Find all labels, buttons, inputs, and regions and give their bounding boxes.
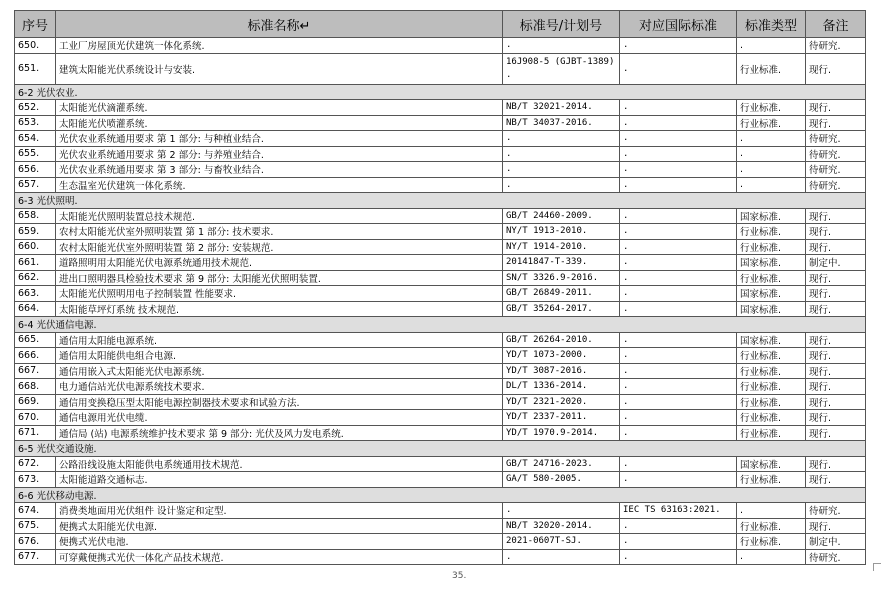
table-row bbox=[15, 301, 866, 317]
cell-type: 行业标准. bbox=[737, 363, 806, 379]
cell-intl: . bbox=[620, 100, 737, 116]
cell-remark: 现行. bbox=[806, 286, 866, 302]
table-row bbox=[15, 456, 866, 472]
cell-type: 国家标准. bbox=[737, 301, 806, 317]
cell-type: . bbox=[737, 38, 806, 54]
cell-no: 666. bbox=[15, 348, 56, 364]
cell-intl: . bbox=[620, 115, 737, 131]
cell-code: 2021-0607T-SJ. bbox=[503, 534, 620, 550]
cell-code: YD/T 1073-2000. bbox=[503, 348, 620, 364]
cell-type: 行业标准. bbox=[737, 425, 806, 441]
cell-intl: . bbox=[620, 534, 737, 550]
section-row bbox=[15, 487, 866, 503]
cell-name: 太阳能光伏滴灌系统. bbox=[56, 100, 503, 116]
cell-name: 消费类地面用光伏组件 设计鉴定和定型. bbox=[56, 503, 503, 519]
cell-name: 太阳能道路交通标志. bbox=[56, 472, 503, 488]
table-row bbox=[15, 410, 866, 426]
cell-name: 工业厂房屋顶光伏建筑一体化系统. bbox=[56, 38, 503, 54]
cell-remark: 待研究. bbox=[806, 162, 866, 178]
table-body bbox=[15, 38, 866, 565]
cell-name: 光伏农业系统通用要求 第 1 部分: 与种植业结合. bbox=[56, 131, 503, 147]
table-row bbox=[15, 286, 866, 302]
section-title: 6-5 光伏交通设施. bbox=[15, 441, 866, 457]
cell-code: DL/T 1336-2014. bbox=[503, 379, 620, 395]
cell-code: . bbox=[503, 38, 620, 54]
cell-no: 673. bbox=[15, 472, 56, 488]
table-row bbox=[15, 255, 866, 271]
cell-remark: 制定中. bbox=[806, 255, 866, 271]
cell-no: 668. bbox=[15, 379, 56, 395]
cell-name: 公路沿线设施太阳能供电系统通用技术规范. bbox=[56, 456, 503, 472]
cell-no: 654. bbox=[15, 131, 56, 147]
cell-no: 658. bbox=[15, 208, 56, 224]
cell-intl: . bbox=[620, 177, 737, 193]
header-intl: 对应国际标准 bbox=[620, 11, 737, 38]
table-row bbox=[15, 208, 866, 224]
cell-name: 生态温室光伏建筑一体化系统. bbox=[56, 177, 503, 193]
table-row bbox=[15, 100, 866, 116]
section-row bbox=[15, 441, 866, 457]
cell-remark: 现行. bbox=[806, 332, 866, 348]
cell-intl: . bbox=[620, 38, 737, 54]
cell-code: YD/T 2337-2011. bbox=[503, 410, 620, 426]
cell-type: 行业标准. bbox=[737, 379, 806, 395]
cell-name: 道路照明用太阳能光伏电源系统通用技术规范. bbox=[56, 255, 503, 271]
cell-type: . bbox=[737, 177, 806, 193]
table-row bbox=[15, 472, 866, 488]
cell-name: 通信电源用光伏电缆. bbox=[56, 410, 503, 426]
cell-remark: 现行. bbox=[806, 394, 866, 410]
cell-code: NY/T 1914-2010. bbox=[503, 239, 620, 255]
cell-remark: 现行. bbox=[806, 208, 866, 224]
cell-intl: . bbox=[620, 53, 737, 84]
cell-code: YD/T 1970.9-2014. bbox=[503, 425, 620, 441]
header-name: 标准名称↵ bbox=[56, 11, 503, 38]
cell-no: 672. bbox=[15, 456, 56, 472]
cell-code: GB/T 35264-2017. bbox=[503, 301, 620, 317]
cell-no: 652. bbox=[15, 100, 56, 116]
section-row bbox=[15, 193, 866, 209]
cell-type: 行业标准. bbox=[737, 534, 806, 550]
cell-name: 农村太阳能光伏室外照明装置 第 2 部分: 安装规范. bbox=[56, 239, 503, 255]
cell-code: SN/T 3326.9-2016. bbox=[503, 270, 620, 286]
cell-no: 656. bbox=[15, 162, 56, 178]
cell-type: 行业标准. bbox=[737, 239, 806, 255]
cell-code: GB/T 26264-2010. bbox=[503, 332, 620, 348]
cell-intl: . bbox=[620, 224, 737, 240]
cell-code: . bbox=[503, 503, 620, 519]
cell-no: 674. bbox=[15, 503, 56, 519]
header-type: 标准类型 bbox=[737, 11, 806, 38]
table-row bbox=[15, 53, 866, 84]
cell-type: 行业标准. bbox=[737, 348, 806, 364]
cell-no: 661. bbox=[15, 255, 56, 271]
cell-intl: . bbox=[620, 332, 737, 348]
cell-name: 便携式光伏电池. bbox=[56, 534, 503, 550]
section-title: 6-2 光伏农业. bbox=[15, 84, 866, 100]
cell-no: 663. bbox=[15, 286, 56, 302]
cell-type: 国家标准. bbox=[737, 208, 806, 224]
cell-intl: . bbox=[620, 301, 737, 317]
cell-intl: . bbox=[620, 162, 737, 178]
cell-code: . bbox=[503, 131, 620, 147]
cell-no: 650. bbox=[15, 38, 56, 54]
cell-type: 行业标准. bbox=[737, 410, 806, 426]
cell-name: 建筑太阳能光伏系统设计与安装. bbox=[56, 53, 503, 84]
cell-remark: 现行. bbox=[806, 115, 866, 131]
cell-code: YD/T 3087-2016. bbox=[503, 363, 620, 379]
cell-type: 国家标准. bbox=[737, 332, 806, 348]
cell-type: 国家标准. bbox=[737, 286, 806, 302]
cell-remark: 现行. bbox=[806, 239, 866, 255]
cell-remark: 现行. bbox=[806, 425, 866, 441]
cell-no: 664. bbox=[15, 301, 56, 317]
cell-name: 太阳能光伏照明装置总技术规范. bbox=[56, 208, 503, 224]
cell-type: 行业标准. bbox=[737, 100, 806, 116]
cell-no: 670. bbox=[15, 410, 56, 426]
cell-type: 行业标准. bbox=[737, 270, 806, 286]
cell-remark: 现行. bbox=[806, 224, 866, 240]
table-row bbox=[15, 177, 866, 193]
cell-type: . bbox=[737, 162, 806, 178]
cell-name: 农村太阳能光伏室外照明装置 第 1 部分: 技术要求. bbox=[56, 224, 503, 240]
cell-code: GB/T 26849-2011. bbox=[503, 286, 620, 302]
cell-intl: . bbox=[620, 363, 737, 379]
cell-code: NB/T 32021-2014. bbox=[503, 100, 620, 116]
cell-code: 16J908-5 (GJBT-1389) . bbox=[503, 53, 620, 84]
cell-remark: 待研究. bbox=[806, 131, 866, 147]
cell-code: . bbox=[503, 146, 620, 162]
cell-name: 进出口照明器具检验技术要求 第 9 部分: 太阳能光伏照明装置. bbox=[56, 270, 503, 286]
cell-type: 行业标准. bbox=[737, 224, 806, 240]
cell-no: 653. bbox=[15, 115, 56, 131]
cell-remark: 现行. bbox=[806, 472, 866, 488]
table-header bbox=[15, 11, 866, 38]
cell-no: 651. bbox=[15, 53, 56, 84]
cell-no: 660. bbox=[15, 239, 56, 255]
table-row bbox=[15, 518, 866, 534]
header-remark: 备注 bbox=[806, 11, 866, 38]
table-row bbox=[15, 394, 866, 410]
cell-name: 电力通信站光伏电源系统技术要求. bbox=[56, 379, 503, 395]
cell-type: 国家标准. bbox=[737, 456, 806, 472]
cell-intl: . bbox=[620, 270, 737, 286]
table-row bbox=[15, 131, 866, 147]
cell-type: 行业标准. bbox=[737, 518, 806, 534]
cell-intl: . bbox=[620, 394, 737, 410]
cell-name: 光伏农业系统通用要求 第 3 部分: 与畜牧业结合. bbox=[56, 162, 503, 178]
cell-code: YD/T 2321-2020. bbox=[503, 394, 620, 410]
cell-intl: . bbox=[620, 239, 737, 255]
cell-no: 671. bbox=[15, 425, 56, 441]
cell-name: 通信用嵌入式太阳能光伏电源系统. bbox=[56, 363, 503, 379]
cell-name: 通信局 (站) 电源系统维护技术要求 第 9 部分: 光伏及风力发电系统. bbox=[56, 425, 503, 441]
header-code: 标准号/计划号 bbox=[503, 11, 620, 38]
cell-type: 行业标准. bbox=[737, 472, 806, 488]
section-title: 6-6 光伏移动电源. bbox=[15, 487, 866, 503]
cell-no: 675. bbox=[15, 518, 56, 534]
cell-intl: . bbox=[620, 286, 737, 302]
cell-code: GA/T 580-2005. bbox=[503, 472, 620, 488]
cell-type: . bbox=[737, 549, 806, 565]
cell-no: 665. bbox=[15, 332, 56, 348]
cell-remark: 现行. bbox=[806, 348, 866, 364]
cell-remark: 待研究. bbox=[806, 177, 866, 193]
cell-intl: . bbox=[620, 549, 737, 565]
cell-remark: 待研究. bbox=[806, 549, 866, 565]
cell-type: 行业标准. bbox=[737, 394, 806, 410]
cell-no: 655. bbox=[15, 146, 56, 162]
cell-no: 667. bbox=[15, 363, 56, 379]
standards-table bbox=[14, 10, 866, 565]
cell-name: 通信用太阳能供电组合电源. bbox=[56, 348, 503, 364]
cell-code: . bbox=[503, 549, 620, 565]
table-row bbox=[15, 115, 866, 131]
cell-name: 太阳能光伏照明用电子控制装置 性能要求. bbox=[56, 286, 503, 302]
cell-remark: 待研究. bbox=[806, 38, 866, 54]
cell-intl: . bbox=[620, 146, 737, 162]
cell-code: . bbox=[503, 177, 620, 193]
cell-intl: . bbox=[620, 410, 737, 426]
cell-type: 国家标准. bbox=[737, 255, 806, 271]
table-row bbox=[15, 534, 866, 550]
cell-intl: . bbox=[620, 255, 737, 271]
table-row bbox=[15, 348, 866, 364]
cell-code: GB/T 24460-2009. bbox=[503, 208, 620, 224]
table-row bbox=[15, 146, 866, 162]
page-number: 35. bbox=[452, 571, 467, 581]
cell-remark: 现行. bbox=[806, 301, 866, 317]
cell-remark: 现行. bbox=[806, 518, 866, 534]
section-title: 6-4 光伏通信电源. bbox=[15, 317, 866, 333]
cell-remark: 现行. bbox=[806, 410, 866, 426]
table-row bbox=[15, 332, 866, 348]
cell-no: 676. bbox=[15, 534, 56, 550]
cell-type: . bbox=[737, 503, 806, 519]
cell-name: 太阳能光伏喷灌系统. bbox=[56, 115, 503, 131]
header-no: 序号 bbox=[15, 11, 56, 38]
cell-code: NB/T 32020-2014. bbox=[503, 518, 620, 534]
cell-remark: 现行. bbox=[806, 363, 866, 379]
cell-remark: 待研究. bbox=[806, 146, 866, 162]
cell-no: 659. bbox=[15, 224, 56, 240]
corner-crop-mark bbox=[873, 563, 881, 571]
cell-remark: 现行. bbox=[806, 270, 866, 286]
cell-intl: . bbox=[620, 472, 737, 488]
cell-no: 662. bbox=[15, 270, 56, 286]
section-row bbox=[15, 317, 866, 333]
cell-no: 677. bbox=[15, 549, 56, 565]
cell-remark: 制定中. bbox=[806, 534, 866, 550]
cell-remark: 现行. bbox=[806, 100, 866, 116]
cell-name: 通信用太阳能电源系统. bbox=[56, 332, 503, 348]
cell-intl: . bbox=[620, 208, 737, 224]
cell-type: 行业标准. bbox=[737, 115, 806, 131]
table-row bbox=[15, 379, 866, 395]
cell-name: 光伏农业系统通用要求 第 2 部分: 与养殖业结合. bbox=[56, 146, 503, 162]
cell-code: GB/T 24716-2023. bbox=[503, 456, 620, 472]
table-row bbox=[15, 224, 866, 240]
cell-type: 行业标准. bbox=[737, 53, 806, 84]
section-row bbox=[15, 84, 866, 100]
cell-type: . bbox=[737, 131, 806, 147]
cell-intl: . bbox=[620, 518, 737, 534]
cell-type: . bbox=[737, 146, 806, 162]
cell-code: NB/T 34037-2016. bbox=[503, 115, 620, 131]
cell-intl: . bbox=[620, 131, 737, 147]
cell-name: 通信用变换稳压型太阳能电源控制器技术要求和试验方法. bbox=[56, 394, 503, 410]
table-row bbox=[15, 503, 866, 519]
cell-remark: 现行. bbox=[806, 379, 866, 395]
cell-name: 可穿戴便携式光伏一体化产品技术规范. bbox=[56, 549, 503, 565]
cell-intl: IEC TS 63163:2021. bbox=[620, 503, 737, 519]
cell-name: 便携式太阳能光伏电源. bbox=[56, 518, 503, 534]
cell-remark: 现行. bbox=[806, 53, 866, 84]
cell-code: 20141847-T-339. bbox=[503, 255, 620, 271]
table-row bbox=[15, 162, 866, 178]
table-row bbox=[15, 239, 866, 255]
cell-code: NY/T 1913-2010. bbox=[503, 224, 620, 240]
table-row bbox=[15, 363, 866, 379]
section-title: 6-3 光伏照明. bbox=[15, 193, 866, 209]
table-row bbox=[15, 38, 866, 54]
cell-intl: . bbox=[620, 348, 737, 364]
cell-no: 657. bbox=[15, 177, 56, 193]
cell-intl: . bbox=[620, 425, 737, 441]
table-row bbox=[15, 270, 866, 286]
table-row bbox=[15, 549, 866, 565]
cell-name: 太阳能草坪灯系统 技术规范. bbox=[56, 301, 503, 317]
cell-code: . bbox=[503, 162, 620, 178]
cell-remark: 现行. bbox=[806, 456, 866, 472]
table-row bbox=[15, 425, 866, 441]
cell-intl: . bbox=[620, 379, 737, 395]
cell-intl: . bbox=[620, 456, 737, 472]
cell-no: 669. bbox=[15, 394, 56, 410]
cell-remark: 待研究. bbox=[806, 503, 866, 519]
